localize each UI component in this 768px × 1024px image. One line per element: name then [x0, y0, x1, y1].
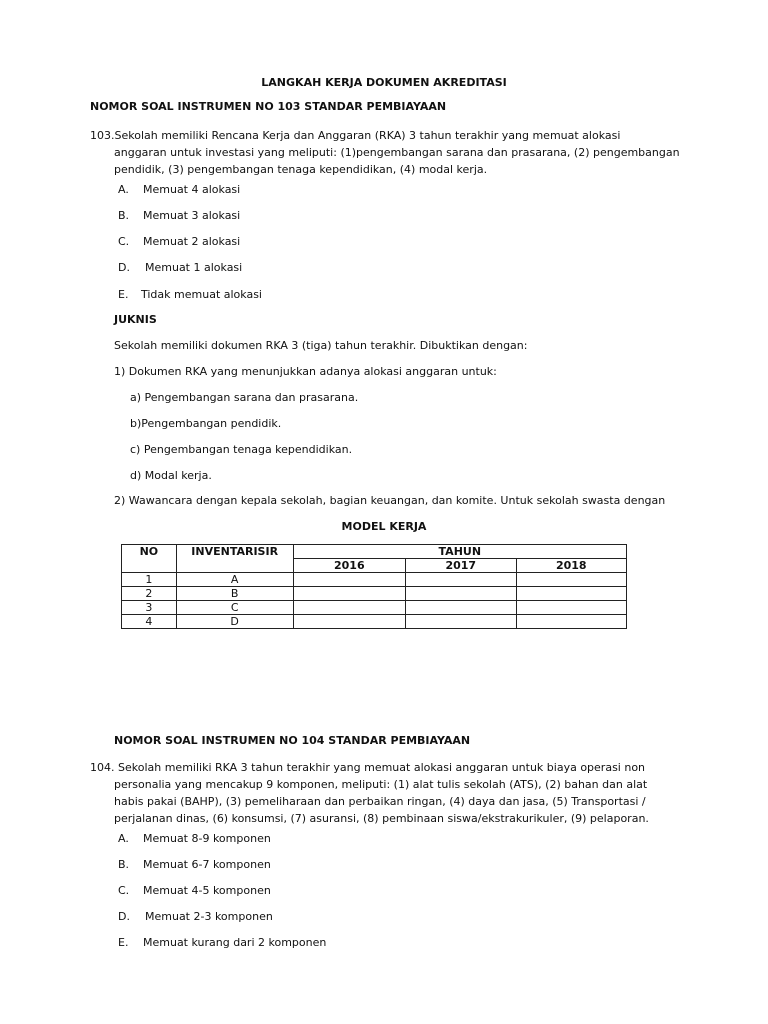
juknis-label: JUKNIS [114, 313, 157, 326]
option-e [118, 936, 128, 949]
row-no: 1 [122, 573, 177, 587]
option-a [118, 832, 129, 845]
row-inv: A [176, 573, 293, 587]
model-kerja-title: MODEL KERJA [341, 520, 427, 533]
option-text: Memuat 6-7 komponen [143, 858, 271, 871]
juknis-item-2: 2) Wawancara dengan kepala sekolah, bagian keuangan, dan komite. Untuk sekolah swasta dengan [114, 494, 666, 507]
option-b [118, 858, 129, 871]
table-row [122, 601, 627, 615]
option-text: Memuat 4 alokasi [143, 183, 241, 196]
option-text: Memuat kurang dari 2 komponen [143, 936, 327, 949]
row-no: 4 [122, 615, 177, 629]
option-letter: A. [118, 832, 129, 845]
question-103 [90, 127, 690, 178]
question-104-line: 104. Sekolah memiliki RKA 3 tahun terakhir yang memuat alokasi anggaran untuk biaya operasi non [90, 761, 646, 774]
question-103-line: anggaran untuk investasi yang meliputi: (1)pengembangan sarana dan prasarana, (2) pengembangan [114, 146, 680, 159]
question-103-line: 103.Sekolah memiliki Rencana Kerja dan Anggaran (RKA) 3 tahun terakhir yang memuat alokasi [90, 129, 621, 142]
juknis-intro: Sekolah memiliki dokumen RKA 3 (tiga) tahun terakhir. Dibuktikan dengan: [114, 339, 528, 352]
model-kerja-table [121, 544, 627, 629]
option-text: Memuat 2-3 komponen [145, 910, 273, 923]
option-c [118, 235, 129, 248]
question-104-line: personalia yang mencakup 9 komponen, meliputi: (1) alat tulis sekolah (ATS), (2) bahan dan alat [114, 778, 648, 791]
row-cell [406, 615, 516, 629]
table-row [122, 573, 627, 587]
option-letter: B. [118, 858, 130, 871]
option-letter: A. [118, 183, 129, 196]
table-row [122, 615, 627, 629]
row-cell [293, 601, 405, 615]
juknis-sub-a: a) Pengembangan sarana dan prasarana. [130, 391, 359, 404]
juknis-sub-c: c) Pengembangan tenaga kependidikan. [130, 443, 353, 456]
option-text: Memuat 3 alokasi [143, 209, 241, 222]
option-text: Tidak memuat alokasi [141, 288, 262, 301]
option-letter: D. [118, 261, 130, 274]
option-text: Memuat 4-5 komponen [143, 884, 271, 897]
option-letter: E. [118, 288, 129, 301]
option-c [118, 884, 129, 897]
option-b [118, 209, 129, 222]
juknis-sub-d: d) Modal kerja. [130, 469, 212, 482]
row-no: 3 [122, 601, 177, 615]
row-inv: B [176, 587, 293, 601]
option-letter: B. [118, 209, 130, 222]
option-d [118, 261, 130, 274]
row-cell [516, 601, 627, 615]
col-inventarisir-header: INVENTARISIR [176, 545, 293, 573]
row-cell [406, 587, 516, 601]
option-letter: E. [118, 936, 129, 949]
option-letter: C. [118, 884, 130, 897]
table-header-row [122, 545, 627, 559]
option-text: Memuat 8-9 komponen [143, 832, 271, 845]
question-104 [90, 759, 690, 827]
year-header: 2017 [406, 559, 516, 573]
option-a [118, 183, 129, 196]
question-103-line: pendidik, (3) pengembangan tenaga kependidikan, (4) modal kerja. [114, 163, 488, 176]
col-tahun-header: TAHUN [293, 545, 626, 559]
table-row [122, 587, 627, 601]
row-cell [406, 601, 516, 615]
option-d [118, 910, 130, 923]
section-104-heading: NOMOR SOAL INSTRUMEN NO 104 STANDAR PEMBIAYAAN [114, 734, 471, 747]
document-title: LANGKAH KERJA DOKUMEN AKREDITASI [261, 76, 507, 89]
year-header: 2018 [516, 559, 627, 573]
row-inv: C [176, 601, 293, 615]
juknis-sub-b: b)Pengembangan pendidik. [130, 417, 282, 430]
option-letter: D. [118, 910, 130, 923]
col-no-header: NO [122, 545, 177, 573]
row-inv: D [176, 615, 293, 629]
option-e [118, 288, 128, 301]
option-text: Memuat 1 alokasi [145, 261, 243, 274]
row-cell [516, 615, 627, 629]
row-cell [516, 587, 627, 601]
option-letter: C. [118, 235, 130, 248]
question-104-line: habis pakai (BAHP), (3) pemeliharaan dan perbaikan ringan, (4) daya dan jasa, (5) Transportasi / [114, 795, 646, 808]
option-text: Memuat 2 alokasi [143, 235, 241, 248]
row-no: 2 [122, 587, 177, 601]
question-104-line: perjalanan dinas, (6) konsumsi, (7) asuransi, (8) pembinaan siswa/ekstrakurikuler, (9) pelaporan. [114, 812, 649, 825]
row-cell [293, 615, 405, 629]
row-cell [406, 573, 516, 587]
juknis-item-1: 1) Dokumen RKA yang menunjukkan adanya alokasi anggaran untuk: [114, 365, 497, 378]
row-cell [516, 573, 627, 587]
row-cell [293, 587, 405, 601]
row-cell [293, 573, 405, 587]
section-103-heading: NOMOR SOAL INSTRUMEN NO 103 STANDAR PEMBIAYAAN [90, 100, 447, 113]
year-header: 2016 [293, 559, 405, 573]
